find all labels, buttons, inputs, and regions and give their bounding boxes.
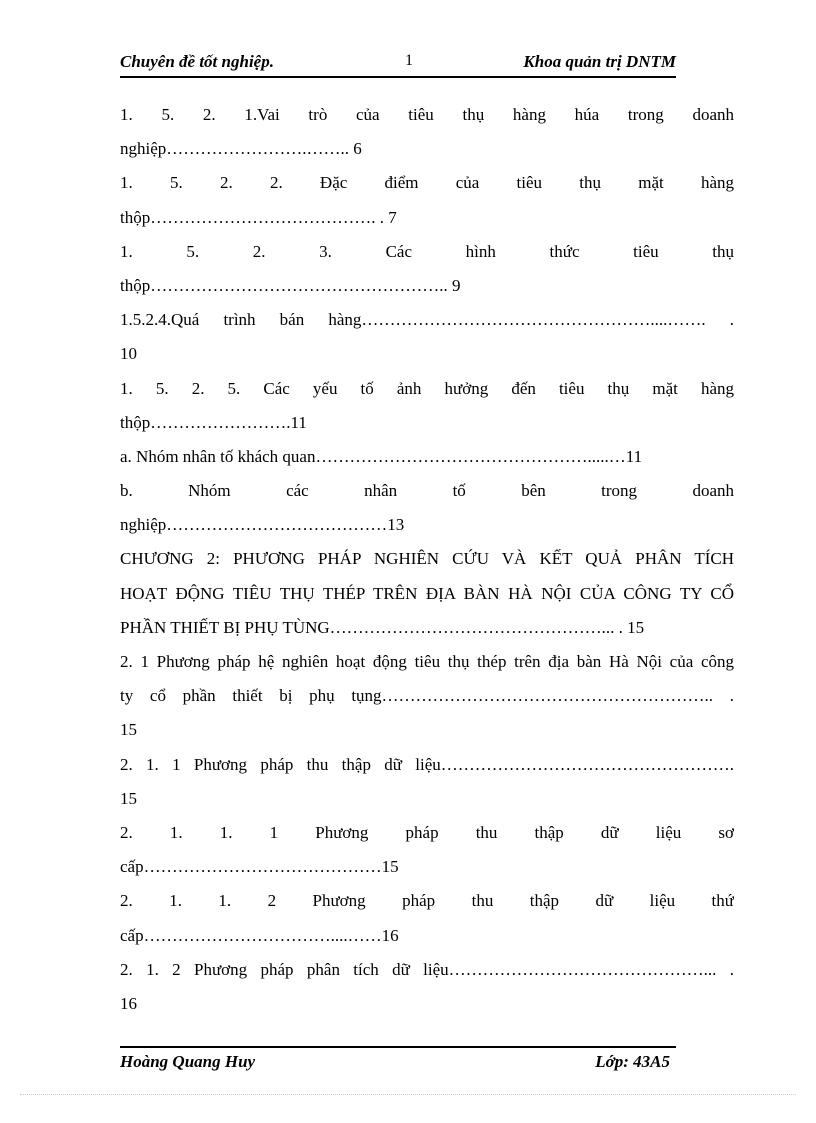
footer-author: Hoàng Quang Huy bbox=[120, 1052, 256, 1071]
toc-line: 2. 1. 1 Phương pháp thu thập dữ liệu……………………………………………. bbox=[120, 754, 734, 774]
toc-line: b. Nhóm các nhân tố bên trong doanh bbox=[120, 481, 734, 501]
toc-line: 1. 5. 2. 3. Các hình thức tiêu thụ bbox=[120, 241, 734, 261]
toc-line: nghiệp…………………………………13 bbox=[120, 515, 405, 535]
toc-line: a. Nhóm nhân tố khách quan………………………………………….....…11 bbox=[120, 446, 643, 466]
toc-line: cấp……………………………....……16 bbox=[120, 925, 399, 945]
toc-line: 15 bbox=[120, 788, 137, 808]
toc-line: 10 bbox=[120, 344, 137, 364]
header-department: Khoa quản trị DNTM bbox=[523, 52, 676, 71]
page-number: 1 bbox=[405, 52, 413, 69]
toc-line: 2. 1 Phương pháp hệ nghiên hoạt động tiêu thụ thép trên địa bàn Hà Nội của công bbox=[120, 652, 734, 671]
toc-line: 1. 5. 2. 2. Đặc điểm của tiêu thụ mặt hàng bbox=[120, 173, 734, 193]
page-header bbox=[120, 52, 676, 78]
toc-line: 1.5.2.4.Quá trình bán hàng……………………………………………....……. . bbox=[120, 310, 734, 330]
toc-line: 1. 5. 2. 5. Các yếu tố ảnh hưởng đến tiêu thụ mặt hàng bbox=[120, 378, 734, 398]
toc-line: HOẠT ĐỘNG TIÊU THỤ THÉP TRÊN ĐỊA BÀN HÀ NỘI CỦA CÔNG TY CỔ bbox=[120, 583, 734, 603]
toc-line: 2. 1. 1. 2 Phương pháp thu thập dữ liệu thứ bbox=[120, 891, 734, 911]
toc-line: 2. 1. 1. 1 Phương pháp thu thập dữ liệu sơ bbox=[120, 822, 734, 842]
toc-line: ty cổ phần thiết bị phụ tụng………………………………………………….. . bbox=[120, 686, 734, 706]
toc-line: thộp…………………….11 bbox=[120, 412, 307, 432]
toc-line: thộp…………………………………. . 7 bbox=[120, 207, 397, 227]
toc-line: 1. 5. 2. 1.Vai trò của tiêu thụ hàng húa trong doanh bbox=[120, 105, 734, 124]
toc-line: nghiệp…………………….…….. 6 bbox=[120, 139, 362, 159]
toc-line: cấp……………………………………15 bbox=[120, 857, 399, 877]
header-title: Chuyên đề tốt nghiệp. bbox=[120, 52, 274, 71]
toc-line: 2. 1. 2 Phương pháp phân tích dữ liệu………………………………………... . bbox=[120, 959, 734, 979]
toc-line: 15 bbox=[120, 720, 137, 740]
page-footer bbox=[120, 1046, 676, 1076]
page-bottom-divider bbox=[20, 1094, 796, 1095]
toc-line: 16 bbox=[120, 993, 137, 1013]
toc-line: PHẦN THIẾT BỊ PHỤ TÙNG…………………………………………... . 15 bbox=[120, 617, 645, 637]
toc-line: thộp…………………………………………….. 9 bbox=[120, 275, 461, 295]
footer-class: Lớp: 43A5 bbox=[595, 1052, 670, 1071]
toc-line: CHƯƠNG 2: PHƯƠNG PHÁP NGHIÊN CỨU VÀ KẾT QUẢ PHÂN TÍCH bbox=[120, 549, 734, 569]
table-of-contents bbox=[120, 100, 734, 1023]
